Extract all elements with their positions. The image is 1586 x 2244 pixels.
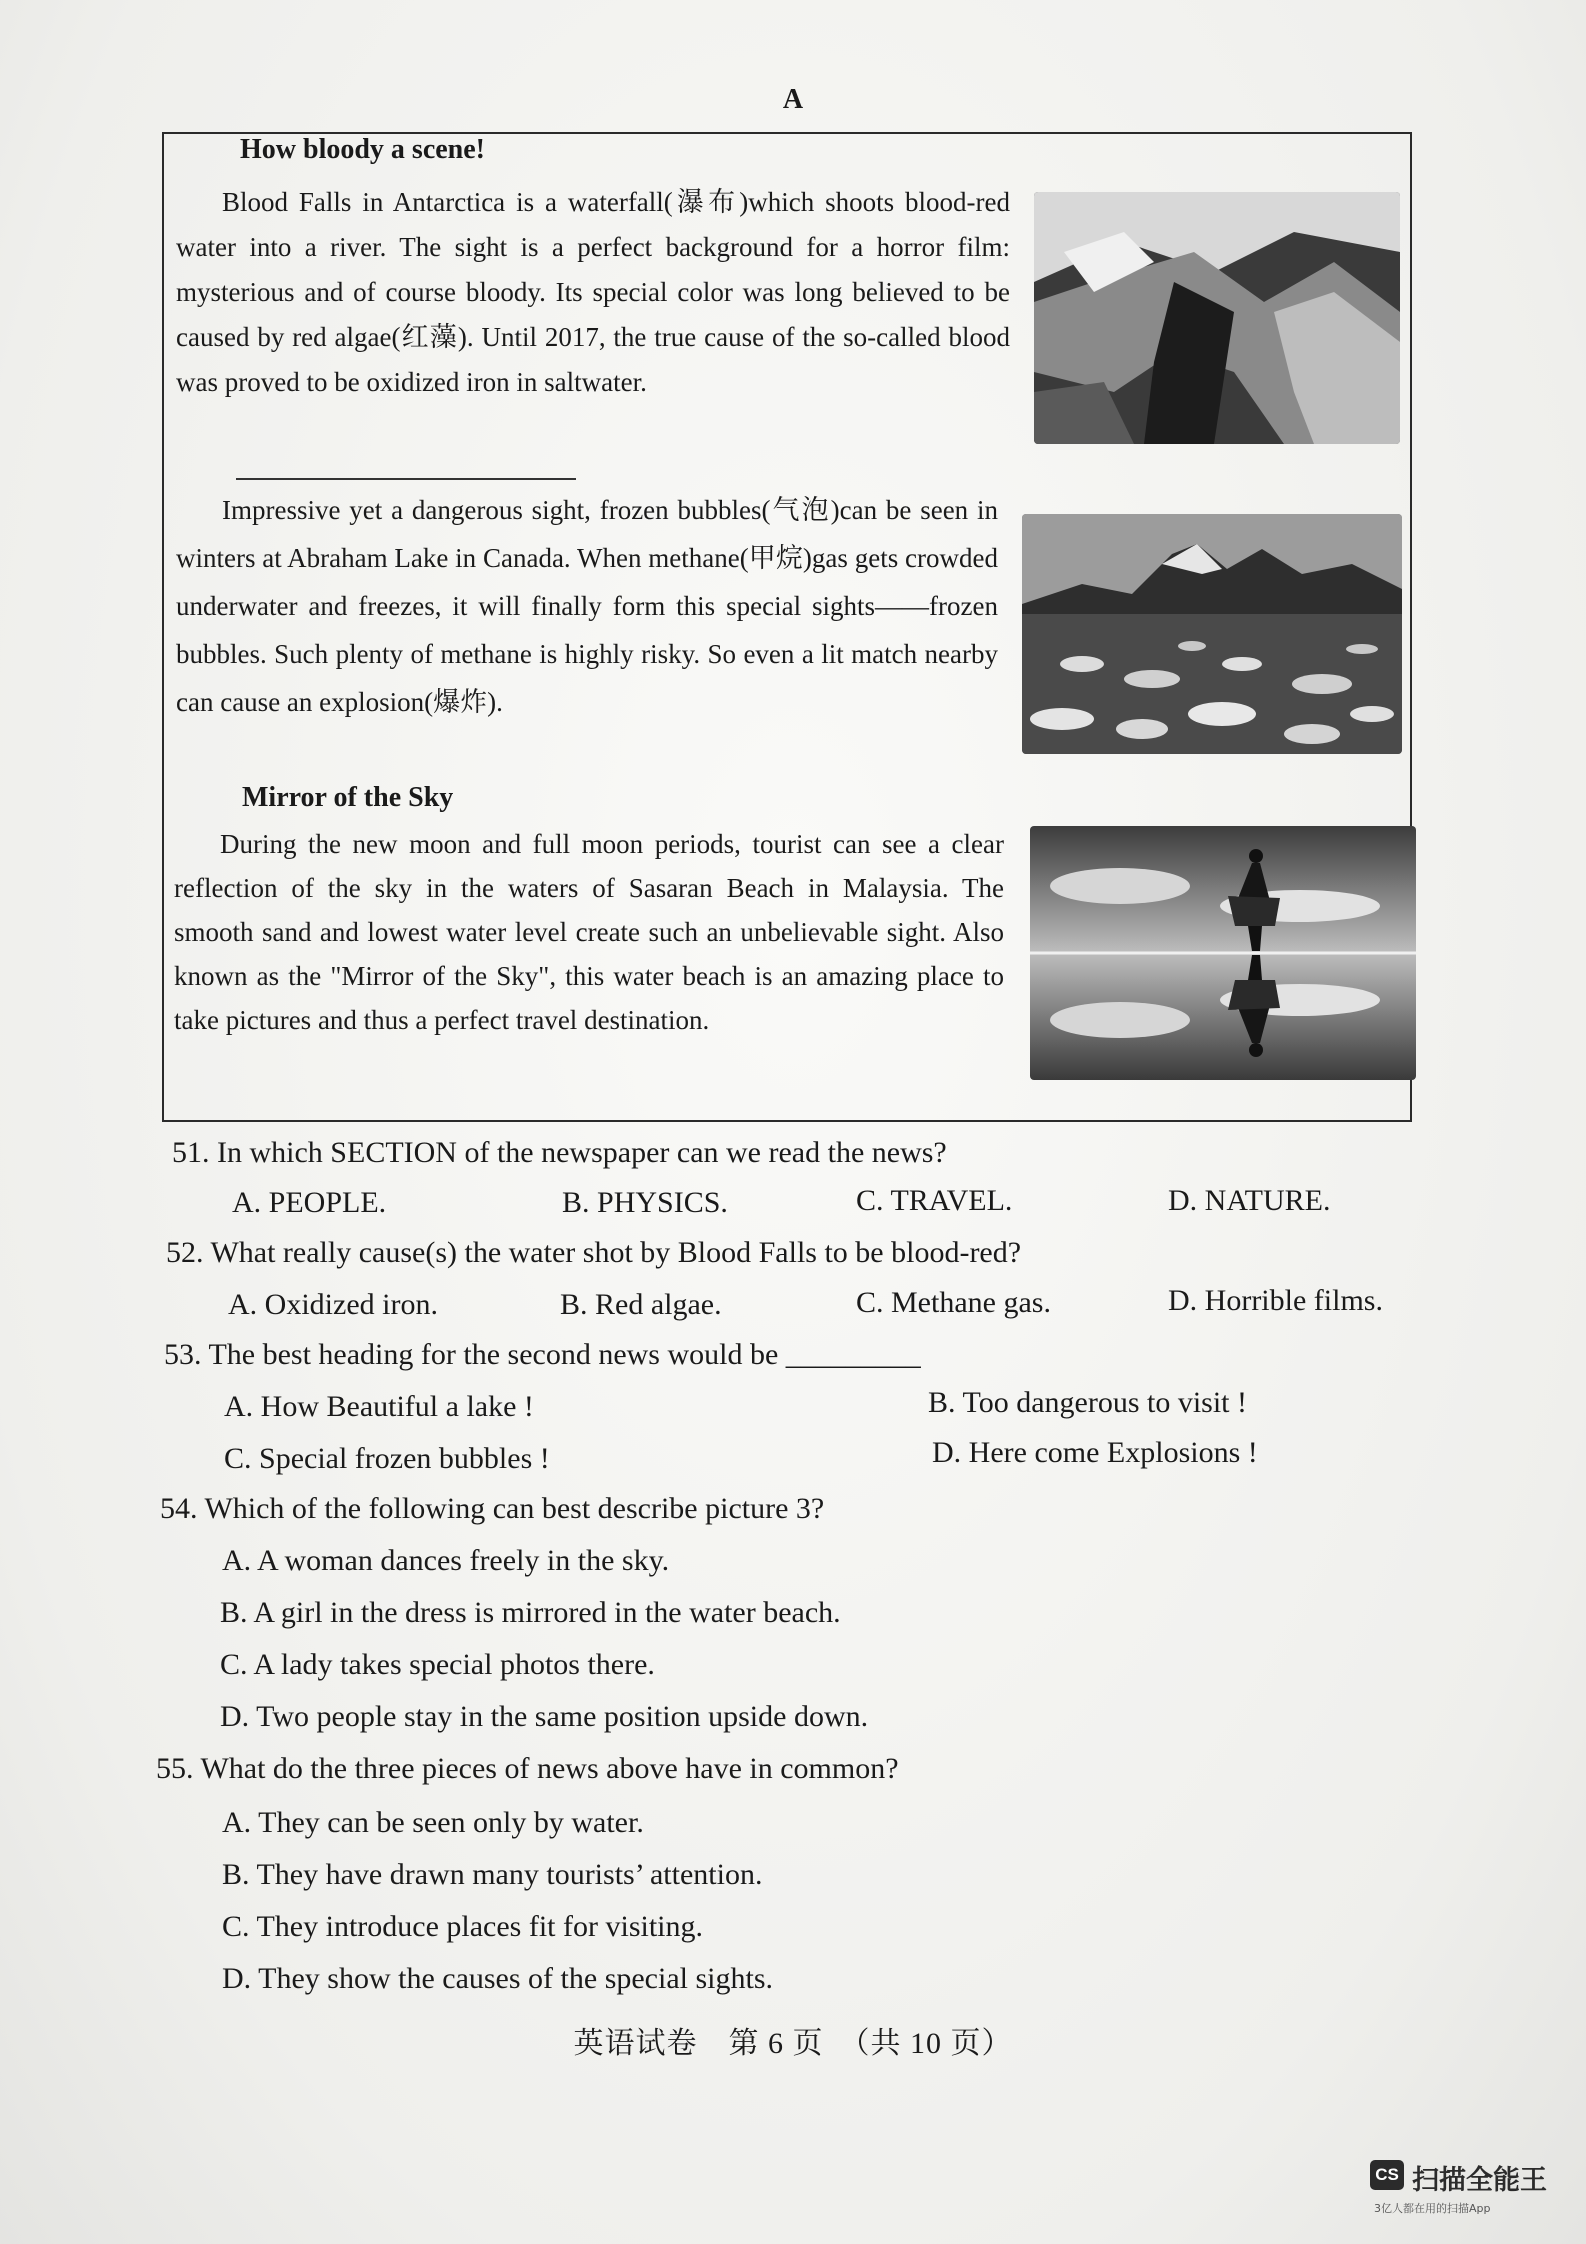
q52-option-b: B. Red algae. xyxy=(560,1288,722,1321)
question-55: 55. What do the three pieces of news above have in common? xyxy=(156,1752,899,1785)
news-3-text: During the new moon and full moon periods, tourist can see a clear reflection of the sky in the waters of Sasaran Beach in Malaysia. The smooth sand and lowest water level create such an unbelievable sight. Also known as the "Mirror of the Sky", this water beach is an amazing place to take pictures and thus a perfect travel destination. xyxy=(174,829,1004,1035)
q51-option-d: D. NATURE. xyxy=(1168,1184,1331,1217)
q51-option-b: B. PHYSICS. xyxy=(562,1186,728,1219)
q54-option-a: A. A woman dances freely in the sky. xyxy=(222,1544,670,1577)
q54-option-d: D. Two people stay in the same position upside down. xyxy=(220,1700,869,1733)
q53-option-a: A. How Beautiful a lake ! xyxy=(224,1390,534,1423)
watermark-app-name: 扫描全能王 xyxy=(1412,2165,1547,2196)
news-1-text: Blood Falls in Antarctica is a waterfall(瀑布)which shoots blood-red water into a river. The sight is a perfect background for a horror film: mysterious and of course bloody. Its special color was long believed to be caused by red algae(红藻). Until 2017, the true cause of the so-called blood was proved to be oxidized iron in saltwater. xyxy=(176,187,1010,397)
q52-option-c: C. Methane gas. xyxy=(856,1286,1051,1319)
q51-option-c: C. TRAVEL. xyxy=(856,1184,1013,1217)
q55-option-b: B. They have drawn many tourists’ attention. xyxy=(222,1858,763,1891)
news-1-heading: How bloody a scene! xyxy=(240,134,485,165)
watermark-tagline: 3亿人都在用的扫描App xyxy=(1374,2202,1491,2215)
q54-option-c: C. A lady takes special photos there. xyxy=(220,1648,655,1681)
q54-option-b: B. A girl in the dress is mirrored in the water beach. xyxy=(220,1596,841,1629)
question-52: 52. What really cause(s) the water shot by Blood Falls to be blood-red? xyxy=(166,1236,1022,1269)
q53-option-c: C. Special frozen bubbles ! xyxy=(224,1442,550,1475)
q55-option-d: D. They show the causes of the special sights. xyxy=(222,1962,774,1995)
news-2-text: Impressive yet a dangerous sight, frozen bubbles(气泡)can be seen in winters at Abraham Lake in Canada. When methane(甲烷)gas gets crowded underwater and freezes, it will finally form this special sights——frozen bubbles. Such plenty of methane is highly risky. So even a lit match nearby can cause an explosion(爆炸). xyxy=(176,495,998,717)
q52-option-d: D. Horrible films. xyxy=(1168,1284,1383,1317)
question-51: 51. In which SECTION of the newspaper can we read the news? xyxy=(172,1136,947,1169)
question-54: 54. Which of the following can best describe picture 3? xyxy=(160,1492,825,1525)
news-3-heading: Mirror of the Sky xyxy=(242,782,454,813)
q55-option-a: A. They can be seen only by water. xyxy=(222,1806,644,1839)
blood-falls-photo xyxy=(1034,192,1400,444)
q52-option-a: A. Oxidized iron. xyxy=(228,1288,438,1321)
q55-option-c: C. They introduce places fit for visiting. xyxy=(222,1910,704,1943)
camscanner-logo-icon: CS xyxy=(1370,2160,1404,2190)
frozen-bubbles-photo xyxy=(1022,514,1402,754)
question-53: 53. The best heading for the second news would be _________ xyxy=(164,1338,921,1371)
q51-option-a: A. PEOPLE. xyxy=(232,1186,387,1219)
page-footer: 英语试卷 第 6 页 （共 10 页） xyxy=(573,2027,1013,2060)
q53-option-d: D. Here come Explosions ! xyxy=(932,1436,1258,1469)
scanner-watermark xyxy=(1370,2156,1570,2226)
q53-option-b: B. Too dangerous to visit ! xyxy=(928,1386,1247,1419)
section-letter: A xyxy=(782,84,804,115)
mirror-of-sky-photo xyxy=(1030,826,1416,1080)
news-divider xyxy=(236,478,576,480)
